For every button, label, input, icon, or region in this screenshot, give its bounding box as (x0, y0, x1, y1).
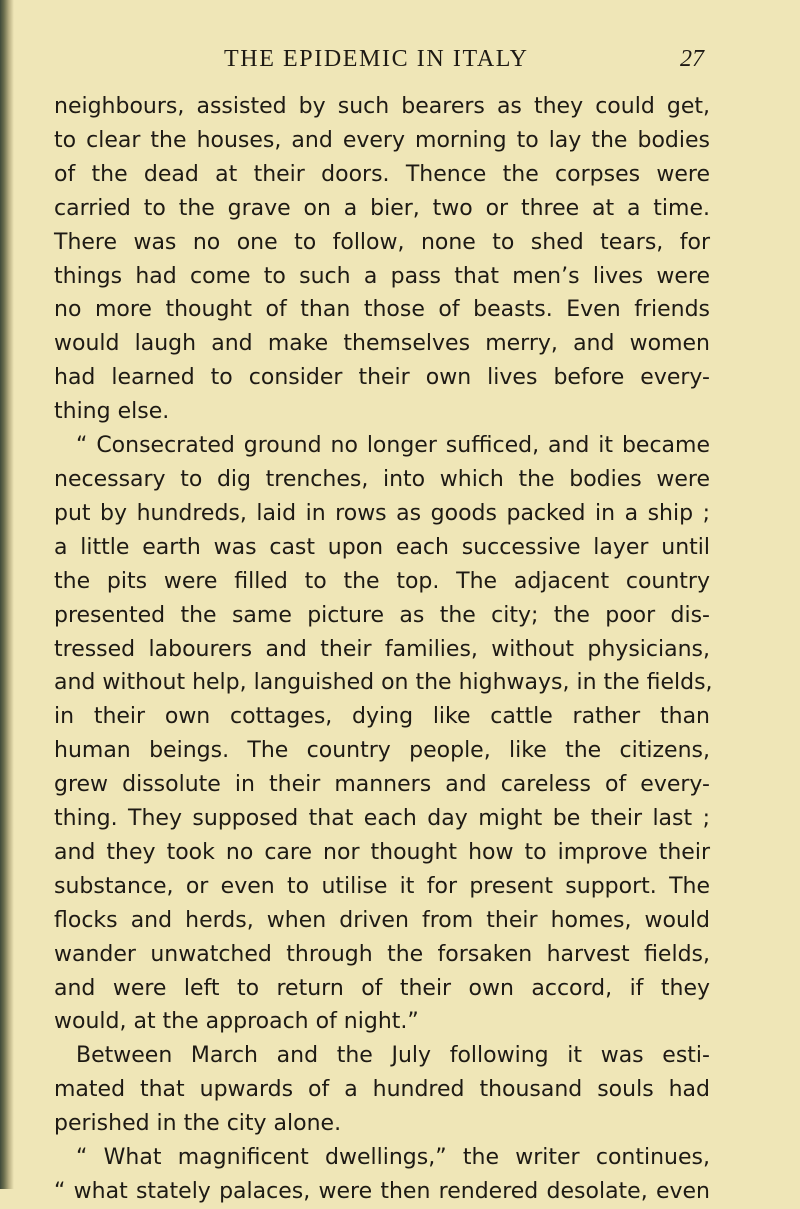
text-line: had learned to consider their own lives before every- (54, 365, 710, 391)
page-header (0, 46, 800, 76)
text-line: mated that upwards of a hundred thousand souls had (54, 1077, 710, 1103)
text-line: substance, or even to utilise it for present support. The (54, 873, 710, 899)
text-line: in their own cottages, dying like cattle rather than (54, 704, 710, 730)
page-gutter (0, 0, 14, 1189)
text-line: thing. They supposed that each day might be their last ; (54, 806, 710, 832)
text-line: would, at the approach of night.” (54, 1009, 419, 1035)
text-line: neighbours, assisted by such bearers as they could get, (54, 94, 710, 119)
text-line: flocks and herds, when driven from their homes, would (54, 907, 710, 933)
text-line: things had come to such a pass that men’s lives were (54, 263, 710, 289)
text-line: and they took no care nor thought how to improve their (54, 839, 710, 865)
text-line: There was no one to follow, none to shed tears, for (54, 229, 710, 255)
text-line: wander unwatched through the forsaken harvest fields, (54, 941, 710, 967)
text-line: put by hundreds, laid in rows as goods packed in a ship ; (54, 500, 710, 526)
text-line: carried to the grave on a bier, two or three at a time. (54, 195, 710, 221)
running-head: THE EPIDEMIC IN ITALY (224, 46, 529, 72)
text-line: human beings. The country people, like the citizens, (54, 738, 710, 764)
text-line: tressed labourers and their families, without physicians, (54, 636, 710, 662)
text-line: and were left to return of their own accord, if they (54, 975, 710, 1001)
text-line: grew dissolute in their manners and careless of every- (54, 772, 710, 798)
body-text (54, 90, 713, 1209)
text-line: a little earth was cast upon each successive layer until (54, 534, 710, 560)
text-line: necessary to dig trenches, into which the bodies were (54, 466, 710, 492)
text-line: “ What magnificent dwellings,” the writer continues, (76, 1145, 710, 1171)
text-line: would laugh and make themselves merry, and women (54, 331, 710, 357)
text-line: to clear the houses, and every morning to lay the bodies (54, 127, 710, 153)
text-line: “ Consecrated ground no longer sufficed, and it became (76, 433, 710, 459)
text-line: presented the same picture as the city; the poor dis- (54, 602, 710, 628)
text-line: perished in the city alone. (54, 1111, 342, 1137)
page-number: 27 (680, 46, 704, 72)
text-line: and without help, languished on the highways, in the fields, (54, 670, 713, 696)
text-line: “ what stately palaces, were then rendered desolate, even (54, 1179, 710, 1204)
text-line: the pits were filled to the top. The adjacent country (54, 568, 710, 594)
text-line: no more thought of than those of beasts. Even friends (54, 297, 710, 323)
text-line: Between March and the July following it was esti- (76, 1043, 710, 1069)
text-line: of the dead at their doors. Thence the corpses were (54, 161, 710, 187)
text-line: thing else. (54, 399, 170, 425)
